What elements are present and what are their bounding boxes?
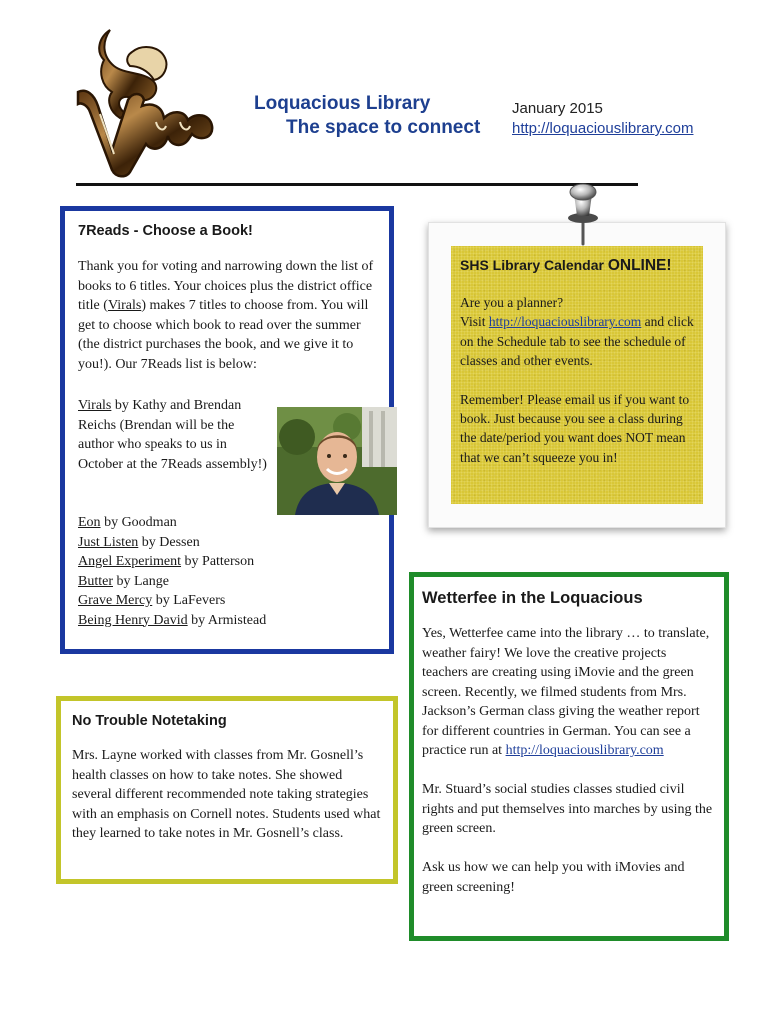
library-name: Loquacious Library	[254, 93, 431, 114]
calendar-note	[451, 246, 703, 504]
7reads-intro	[78, 257, 378, 374]
wetterfee-link[interactable]: http://loquaciouslibrary.com	[505, 743, 664, 758]
pushpin-icon	[560, 180, 606, 246]
wetterfee-paragraph-2: Mr. Stuard’s social studies classes studied civil rights and put themselves into marches by using the green screen.	[422, 782, 713, 836]
list-item	[78, 611, 378, 631]
featured-book	[78, 396, 268, 474]
header-divider	[76, 183, 638, 186]
book-title[interactable]: Butter	[78, 573, 113, 589]
calendar-paragraph-1	[460, 293, 695, 370]
notetaking-body: Mrs. Layne worked with classes from Mr. Gosnell’s health classes on how to take notes. She showed several different recommended note taking strategies with an emphasis on Cornell notes. Students used what they learned to take notes in Mr. Gosnell’s class.	[72, 748, 381, 841]
book-title[interactable]: Eon	[78, 515, 101, 530]
book-list	[78, 513, 378, 630]
calendar-question: Are you a planner?	[460, 295, 564, 310]
calendar-title	[460, 257, 695, 275]
book-author: by Armistead	[187, 612, 267, 628]
wetterfee-paragraph-3: Ask us how we can help you with iMovies and green screening!	[422, 860, 685, 895]
calendar-title-text: SHS Library Calendar	[460, 257, 608, 273]
wetterfee-text: Yes, Wetterfee came into the library … to translate, weather fairy! We love the creative projects teachers are creating using iMovie and the green screen. Recently, we filmed students from Mrs. Jackson’s German class giving the weather report for different countries in German. You can see a practice run at	[422, 626, 710, 758]
list-item	[78, 591, 378, 611]
book-author: by Goodman	[100, 515, 177, 530]
intro-text-2: ) makes 7 titles to choose from. You will get to choose which book to read over the summer (the district purchases the book, and we give it to you!). Our 7Reads list is below:	[78, 298, 369, 372]
website-link[interactable]: http://loquaciouslibrary.com	[512, 120, 694, 137]
notetaking-section	[56, 696, 398, 884]
calendar-instructions: and click on the Schedule tab to see the schedule of classes and other events.	[460, 314, 694, 368]
wetterfee-section	[409, 572, 729, 941]
book-author: by Lange	[113, 573, 169, 589]
book-title[interactable]: Being Henry David	[78, 612, 188, 628]
list-item	[78, 552, 378, 572]
book-author: by LaFevers	[152, 593, 226, 608]
intro-text-1: Thank you for voting and narrowing down the list of books to 6 titles. Your choices plus the district office title (	[78, 259, 374, 313]
book-author: by Dessen	[138, 534, 200, 550]
calendar-paragraph-2: Remember! Please email us if you want to book. Just because you see a class during the date/period you want does NOT mean that we can’t squeeze you in!	[460, 391, 690, 465]
notetaking-title: No Trouble Notetaking	[72, 713, 227, 729]
list-item	[78, 513, 378, 533]
book-title[interactable]: Angel Experiment	[78, 554, 182, 569]
list-item	[78, 572, 378, 592]
book-title[interactable]: Just Listen	[78, 534, 139, 550]
wetterfee-title: Wetterfee in the Loquacious	[422, 589, 643, 607]
author-photo	[277, 407, 397, 515]
7reads-section	[60, 206, 394, 654]
book-author: by Patterson	[181, 554, 255, 569]
wetterfee-paragraph-1	[422, 624, 714, 761]
calendar-visit: Visit	[460, 314, 489, 330]
calendar-link[interactable]: http://loquaciouslibrary.com	[488, 314, 642, 330]
calendar-title-online: ONLINE!	[607, 257, 672, 274]
list-item	[78, 533, 378, 553]
tagline: The space to connect	[286, 117, 481, 138]
virals-link[interactable]: Virals	[107, 298, 142, 313]
featured-book-desc: by Kathy and Brendan Reichs (Brendan will be the author who speaks to us in October at the 7Reads assembly!)	[78, 398, 267, 472]
book-title[interactable]: Grave Mercy	[78, 593, 153, 608]
7reads-title: 7Reads - Choose a Book!	[78, 223, 253, 239]
issue-date: January 2015	[512, 100, 603, 117]
featured-book-title[interactable]: Virals	[78, 398, 112, 413]
vikings-logo	[72, 22, 222, 180]
